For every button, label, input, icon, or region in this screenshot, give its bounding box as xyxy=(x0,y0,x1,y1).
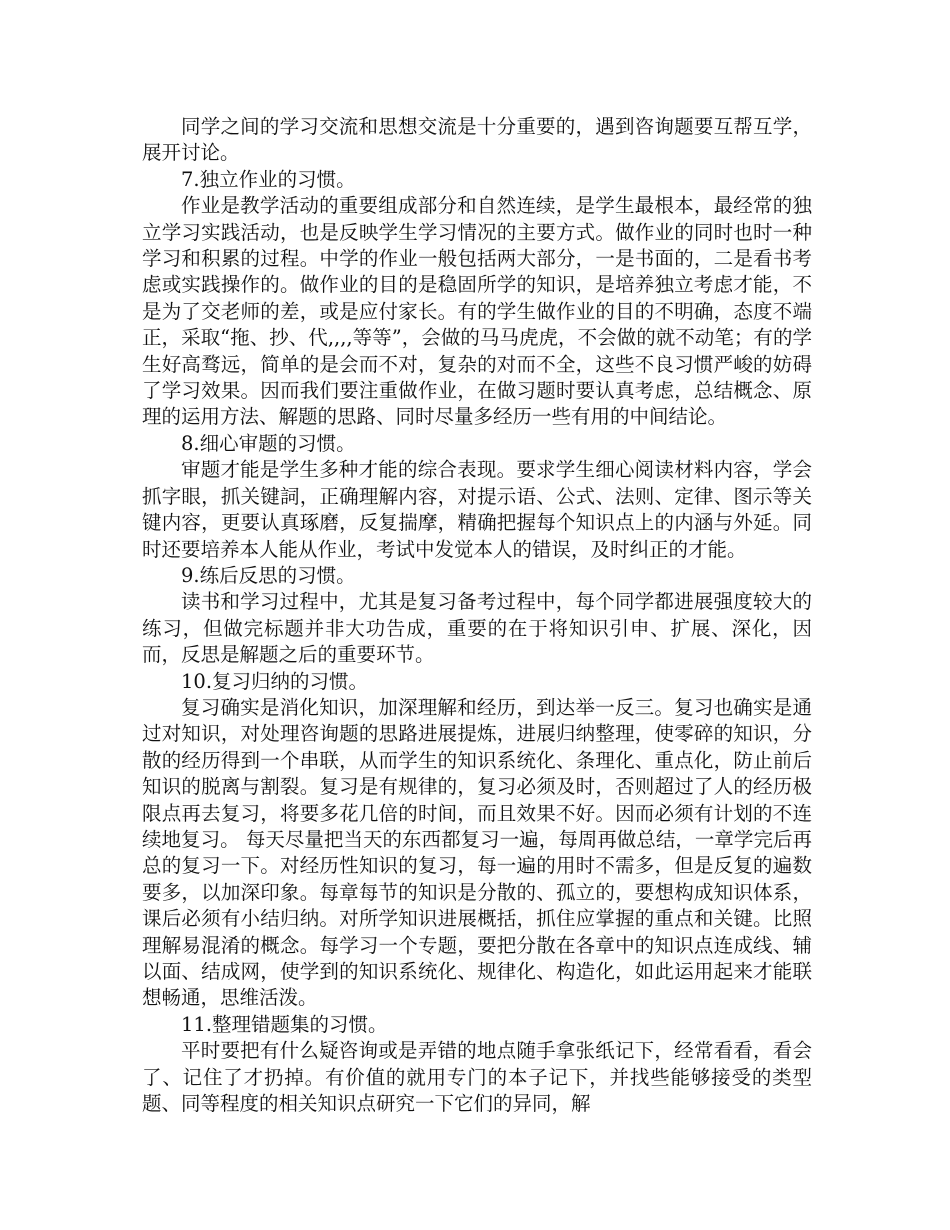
paragraph-homework: 作业是教学活动的重要组成部分和自然连续，是学生最根本，最经常的独立学习实践活动，也是反映学生学习情况的主要方式。做作业的同时也时一种学习和积累的过程。中学的作业一般包括两大部分，一是书面的，二是看书考虑或实践操作的。做作业的目的是稳固所学的知识，是培养独立考虑才能，不是为了交老师的差，或是应付家长。有的学生做作业的目的不明确，态度不端正，采取“拖、抄、代,,,,等等”，会做的马马虎虎，不会做的就不动笔；有的学生好高骛远，简单的是会而不对，复杂的对而不全，这些不良习惯严峻的妨碍了学习效果。因而我们要注重做作业，在做习题时要认真考虑，总结概念、原理的运用方法、解题的思路、同时尽量多经历一些有用的中间结论。 xyxy=(142,194,812,429)
paragraph-reading-questions: 审题才能是学生多种才能的综合表现。要求学生细心阅读材料内容，学会抓字眼，抓关键詞，正确理解内容，对提示语、公式、法则、定律、图示等关键内容，更要认真琢磨，反复揣摩，精确把握每个知识点上的内涵与外延。同时还要培养本人能从作业，考试中发觉本人的错误，及时纠正的才能。 xyxy=(142,458,812,561)
paragraph-intro: 同学之间的学习交流和思想交流是十分重要的，遇到咨询题要互帮互学，展开讨论。 xyxy=(142,115,812,165)
section-heading-8: 8.细心审题的习惯。 xyxy=(181,431,356,455)
paragraph-reflection: 读书和学习过程中，尤其是复习备考过程中，每个同学都进展强度较大的练习，但做完标题并非大功告成，重要的在于将知识引申、扩展、深化，因而，反思是解题之后的重要环节。 xyxy=(142,590,812,667)
section-heading-11: 11.整理错题集的习惯。 xyxy=(181,1012,388,1036)
section-heading-10: 10.复习归纳的习惯。 xyxy=(181,669,369,693)
section-heading-9: 9.练后反思的习惯。 xyxy=(181,563,356,587)
section-heading-7: 7.独立作业的习惯。 xyxy=(181,167,356,191)
paragraph-mistakes: 平时要把有什么疑咨询或是弄错的地点随手拿张纸记下，经常看看，看会了、记住了才扔掉。有价值的就用专门的本子记下，并找些能够接受的类型题、同等程度的相关知识点研究一下它们的异同，解 xyxy=(142,1039,812,1116)
paragraph-review: 复习确实是消化知识，加深理解和经历，到达举一反三。复习也确实是通过对知识，对处理咨询题的思路进展提炼，进展归纳整理，使零碎的知识，分散的经历得到一个串联，从而学生的知识系统化、条理化、重点化，防止前后知识的脱离与割裂。复习是有规律的，复习必须及时，否则超过了人的经历极限点再去复习，将要多花几倍的时间，而且效果不好。因而必须有计划的不连续地复习。 每天尽量把当天的东西都复习一遍，每周再做总结，一章学完后再总的复习一下。对经历性知识的复习，每一遍的用时不需多，但是反复的遍数要多，以加深印象。每章每节的知识是分散的、孤立的，要想构成知识体系，课后必须有小结归纳。对所学知识进展概括，抓住应掌握的重点和关键。比照理解易混淆的概念。每学习一个专题，要把分散在各章中的知识点连成线、辅以面、结成网，使学到的知识系统化、规律化、构造化，如此运用起来才能联想畅通，思维活泼。 xyxy=(142,695,812,1010)
document-page xyxy=(142,114,812,1117)
